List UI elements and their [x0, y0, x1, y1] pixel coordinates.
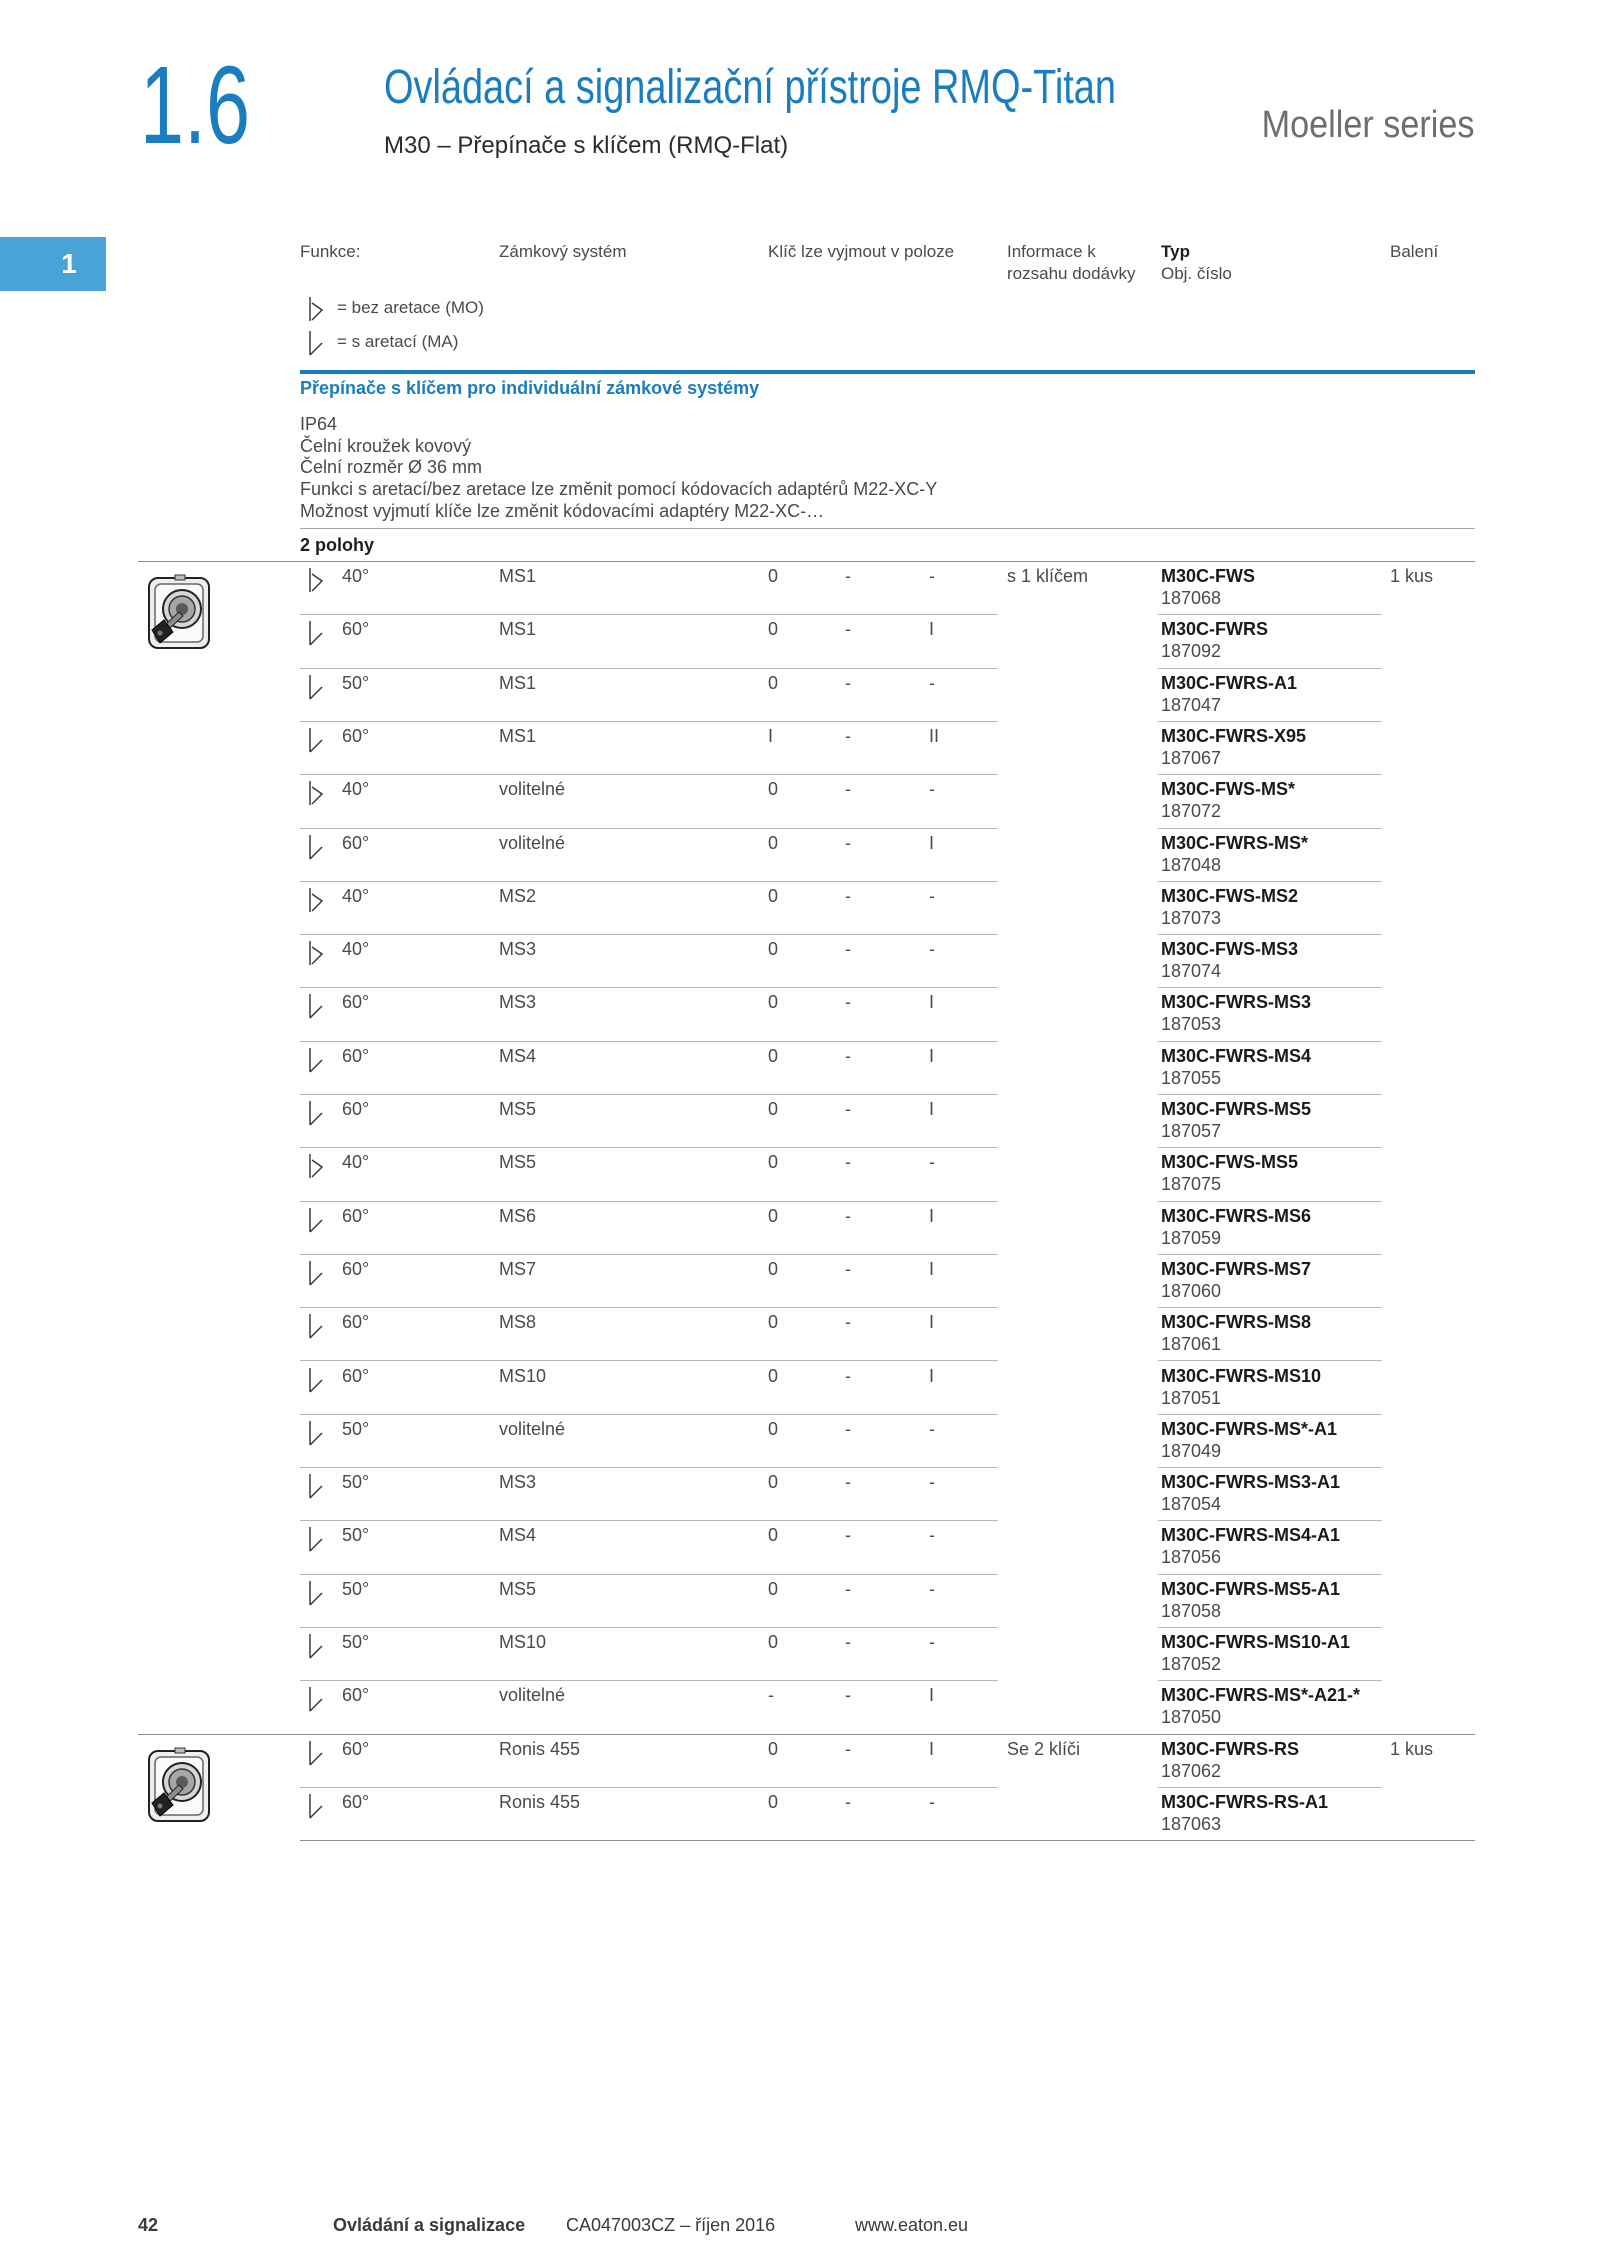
order-number: 187075: [1161, 1174, 1222, 1194]
angle-value: 50°: [342, 673, 370, 693]
type-code: M30C-FWRS: [1161, 619, 1268, 639]
page-title: Ovládací a signalizační přístroje RMQ-Titan: [384, 61, 1116, 114]
order-number: 187048: [1161, 855, 1222, 875]
key-position-3: I: [929, 1739, 935, 1759]
table-row: [0, 721, 1600, 774]
key-position-3: -: [929, 1525, 935, 1545]
key-position-1: 0: [768, 1206, 779, 1226]
table-row: [0, 561, 1600, 614]
maintained-icon: [307, 1365, 327, 1395]
maintained-icon: [307, 1791, 327, 1821]
lock-system: MS5: [499, 1579, 537, 1599]
type-code: M30C-FWRS-MS6: [1161, 1206, 1312, 1226]
key-position-3: -: [929, 1792, 935, 1812]
table-row: [0, 1307, 1600, 1360]
type-code: M30C-FWRS-MS8: [1161, 1312, 1312, 1332]
maintained-icon: [307, 1471, 327, 1501]
angle-value: 60°: [342, 1206, 370, 1226]
key-position-3: -: [929, 1472, 935, 1492]
lock-system: MS3: [499, 1472, 537, 1492]
lock-system: MS3: [499, 939, 537, 959]
key-position-2: -: [845, 1046, 851, 1066]
key-position-2: -: [845, 1579, 851, 1599]
maintained-icon: [307, 1045, 327, 1075]
order-number: 187062: [1161, 1761, 1222, 1781]
key-position-3: I: [929, 1099, 935, 1119]
key-position-1: 0: [768, 886, 779, 906]
type-code: M30C-FWRS-MS4-A1: [1161, 1525, 1341, 1545]
key-position-3: I: [929, 992, 935, 1012]
maintained-icon: [307, 1631, 327, 1661]
column-header-lock-system: Zámkový systém: [499, 242, 627, 261]
key-position-3: -: [929, 886, 935, 906]
lock-system: MS1: [499, 673, 537, 693]
angle-value: 60°: [342, 726, 370, 746]
key-position-2: -: [845, 1312, 851, 1332]
key-position-3: II: [929, 726, 940, 746]
angle-value: 50°: [342, 1632, 370, 1652]
key-position-1: 0: [768, 1632, 779, 1652]
momentary-icon: [307, 565, 327, 595]
column-header-function: Funkce:: [300, 242, 361, 261]
angle-value: 60°: [342, 1046, 370, 1066]
lock-system: volitelné: [499, 779, 566, 799]
key-position-3: -: [929, 1579, 935, 1599]
order-number: 187067: [1161, 748, 1222, 768]
order-number: 187051: [1161, 1388, 1222, 1408]
table-row: [0, 1680, 1600, 1733]
type-code: M30C-FWRS-MS*-A21-*: [1161, 1685, 1361, 1705]
angle-value: 60°: [342, 1792, 370, 1812]
angle-value: 60°: [342, 992, 370, 1012]
type-code: M30C-FWRS-MS4: [1161, 1046, 1312, 1066]
maintained-icon: [307, 991, 327, 1021]
table-row: [0, 668, 1600, 721]
key-position-2: -: [845, 619, 851, 639]
type-code: M30C-FWRS-MS3-A1: [1161, 1472, 1341, 1492]
key-position-3: I: [929, 1312, 935, 1332]
table-row: [0, 1414, 1600, 1467]
key-position-1: 0: [768, 992, 779, 1012]
momentary-icon: [307, 938, 327, 968]
type-code: M30C-FWS-MS*: [1161, 779, 1295, 799]
lock-system: MS1: [499, 566, 537, 586]
lock-system: MS5: [499, 1152, 537, 1172]
maintained-icon: [307, 1098, 327, 1128]
maintained-icon: [307, 1684, 327, 1714]
order-number: 187058: [1161, 1601, 1222, 1621]
maintained-icon: [307, 618, 327, 648]
order-number: 187061: [1161, 1334, 1222, 1354]
maintained-icon: [307, 1578, 327, 1608]
table-row: [0, 1254, 1600, 1307]
chapter-tab-label: 1: [61, 248, 77, 279]
table-row: [0, 1627, 1600, 1680]
key-position-2: -: [845, 1419, 851, 1439]
momentary-icon: [307, 885, 327, 915]
order-number: 187059: [1161, 1228, 1222, 1248]
angle-value: 60°: [342, 1099, 370, 1119]
type-code: M30C-FWS: [1161, 566, 1255, 586]
table-row: [0, 1094, 1600, 1147]
angle-value: 60°: [342, 833, 370, 853]
maintained-icon: [307, 832, 327, 862]
positions-subheading: 2 polohy: [300, 535, 375, 555]
page-number: 42: [138, 2215, 159, 2235]
table-row: [0, 1041, 1600, 1094]
key-position-1: 0: [768, 1472, 779, 1492]
table-row: [0, 774, 1600, 827]
column-header-key-removal: Klíč lze vyjmout v poloze: [768, 242, 955, 261]
momentary-icon: [307, 778, 327, 808]
angle-value: 50°: [342, 1525, 370, 1545]
table-row: [0, 614, 1600, 667]
key-position-2: -: [845, 1099, 851, 1119]
key-position-1: 0: [768, 779, 779, 799]
maintained-icon: [307, 618, 327, 648]
maintained-icon: [307, 1738, 327, 1768]
key-position-1: 0: [768, 1739, 779, 1759]
order-number: 187056: [1161, 1547, 1222, 1567]
maintained-icon: [307, 1045, 327, 1075]
maintained-icon: [307, 1578, 327, 1608]
key-position-2: -: [845, 1739, 851, 1759]
maintained-icon: [307, 1205, 327, 1235]
key-position-3: -: [929, 1152, 935, 1172]
lock-system: MS1: [499, 619, 537, 639]
momentary-icon: [307, 1151, 327, 1181]
order-number: 187047: [1161, 695, 1222, 715]
key-position-2: -: [845, 673, 851, 693]
series-label: Moeller series: [1262, 104, 1475, 146]
footer-url: www.eaton.eu: [855, 2215, 969, 2235]
type-code: M30C-FWRS-MS*: [1161, 833, 1308, 853]
key-position-1: 0: [768, 1152, 779, 1172]
table-row: [0, 1147, 1600, 1200]
table-row: [0, 1787, 1600, 1840]
type-code: M30C-FWRS-X95: [1161, 726, 1307, 746]
key-position-3: I: [929, 1259, 935, 1279]
maintained-icon: [307, 1418, 327, 1448]
lock-system: volitelné: [499, 833, 566, 853]
angle-value: 60°: [342, 619, 370, 639]
key-position-1: I: [768, 726, 774, 746]
key-position-3: I: [929, 1206, 935, 1226]
key-position-2: -: [845, 833, 851, 853]
key-position-1: 0: [768, 1525, 779, 1545]
description-line: Možnost vyjmutí klíče lze změnit kódovacími adaptéry M22-XC-…: [300, 500, 825, 521]
delivery-info: Se 2 klíči: [1007, 1739, 1081, 1759]
lock-system: MS10: [499, 1366, 547, 1386]
column-header-info-line2: rozsahu dodávky: [1007, 264, 1136, 283]
table-row: [0, 1574, 1600, 1627]
order-number: 187054: [1161, 1494, 1222, 1514]
order-number: 187055: [1161, 1068, 1222, 1088]
type-code: M30C-FWS-MS3: [1161, 939, 1299, 959]
order-number: 187057: [1161, 1121, 1222, 1141]
momentary-icon: [307, 565, 327, 595]
type-code: M30C-FWRS-RS-A1: [1161, 1792, 1329, 1812]
maintained-icon: [307, 1524, 327, 1554]
type-code: M30C-FWRS-MS*-A1: [1161, 1419, 1338, 1439]
key-position-3: -: [929, 939, 935, 959]
momentary-icon: [307, 938, 327, 968]
key-position-3: I: [929, 1685, 935, 1705]
table-row: [0, 1201, 1600, 1254]
angle-value: 40°: [342, 886, 370, 906]
maintained-icon: [307, 1631, 327, 1661]
packaging: 1 kus: [1390, 1739, 1434, 1759]
type-code: M30C-FWRS-MS10-A1: [1161, 1632, 1351, 1652]
angle-value: 50°: [342, 1472, 370, 1492]
column-header-packaging: Balení: [1390, 242, 1439, 261]
chapter-number: 1.6: [140, 44, 251, 167]
key-position-3: -: [929, 779, 935, 799]
type-code: M30C-FWRS-MS5-A1: [1161, 1579, 1341, 1599]
delivery-info: s 1 klíčem: [1007, 566, 1089, 586]
key-position-2: -: [845, 779, 851, 799]
key-position-1: 0: [768, 1366, 779, 1386]
key-position-3: -: [929, 566, 935, 586]
maintained-icon: [307, 672, 327, 702]
maintained-icon: [307, 1311, 327, 1341]
maintained-icon: [307, 1365, 327, 1395]
type-code: M30C-FWRS-MS7: [1161, 1259, 1312, 1279]
legend-momentary: = bez aretace (MO): [337, 298, 484, 317]
key-position-2: -: [845, 1472, 851, 1492]
key-position-3: I: [929, 619, 935, 639]
maintained-icon: [307, 1418, 327, 1448]
section-title: Přepínače s klíčem pro individuální zámkové systémy: [300, 378, 760, 398]
table-row: [0, 828, 1600, 881]
footer-section: Ovládání a signalizace: [333, 2215, 526, 2235]
type-code: M30C-FWS-MS5: [1161, 1152, 1299, 1172]
lock-system: MS1: [499, 726, 537, 746]
order-number: 187053: [1161, 1014, 1222, 1034]
packaging: 1 kus: [1390, 566, 1434, 586]
maintained-icon: [307, 1791, 327, 1821]
maintained-icon: [307, 832, 327, 862]
key-position-1: -: [768, 1685, 774, 1705]
key-position-1: 0: [768, 1312, 779, 1332]
key-position-2: -: [845, 1259, 851, 1279]
lock-system: volitelné: [499, 1419, 566, 1439]
lock-system: volitelné: [499, 1685, 566, 1705]
key-position-2: -: [845, 1366, 851, 1386]
key-position-1: 0: [768, 833, 779, 853]
angle-value: 60°: [342, 1685, 370, 1705]
order-number: 187074: [1161, 961, 1222, 981]
maintained-icon: [307, 1098, 327, 1128]
order-number: 187072: [1161, 801, 1222, 821]
maintained-icon: [307, 1258, 327, 1288]
legend-maintained: = s aretací (MA): [337, 332, 459, 351]
key-position-3: I: [929, 1046, 935, 1066]
order-number: 187068: [1161, 588, 1222, 608]
lock-system: MS4: [499, 1046, 537, 1066]
description-line: Čelní rozměr Ø 36 mm: [300, 457, 483, 478]
maintained-icon: [307, 1524, 327, 1554]
table-row: [0, 987, 1600, 1040]
key-position-2: -: [845, 1685, 851, 1705]
key-position-1: 0: [768, 673, 779, 693]
table-row: [0, 1361, 1600, 1414]
maintained-icon: [307, 1205, 327, 1235]
angle-value: 60°: [342, 1312, 370, 1332]
table-bottom-rule: [300, 1840, 1475, 1841]
lock-system: MS7: [499, 1259, 537, 1279]
key-position-1: 0: [768, 1259, 779, 1279]
lock-system: MS3: [499, 992, 537, 1012]
lock-system: MS6: [499, 1206, 537, 1226]
angle-value: 60°: [342, 1739, 370, 1759]
key-position-2: -: [845, 726, 851, 746]
key-position-2: -: [845, 1152, 851, 1172]
type-code: M30C-FWRS-RS: [1161, 1739, 1299, 1759]
maintained-icon: [307, 1311, 327, 1341]
type-code: M30C-FWRS-MS3: [1161, 992, 1312, 1012]
type-code: M30C-FWRS-MS5: [1161, 1099, 1312, 1119]
key-position-1: 0: [768, 1792, 779, 1812]
type-code: M30C-FWS-MS2: [1161, 886, 1299, 906]
key-position-3: I: [929, 833, 935, 853]
angle-value: 50°: [342, 1419, 370, 1439]
table-row: [0, 934, 1600, 987]
maintained-icon: [307, 1258, 327, 1288]
key-position-1: 0: [768, 1099, 779, 1119]
momentary-icon: [307, 885, 327, 915]
key-position-2: -: [845, 1525, 851, 1545]
lock-system: MS10: [499, 1632, 547, 1652]
column-header-order-no: Obj. číslo: [1161, 264, 1232, 283]
lock-system: Ronis 455: [499, 1739, 581, 1759]
description-line: IP64: [300, 414, 338, 434]
column-header-type: Typ: [1161, 242, 1190, 261]
key-position-2: -: [845, 886, 851, 906]
order-number: 187050: [1161, 1707, 1222, 1727]
description-line: Čelní kroužek kovový: [300, 435, 472, 456]
column-header-info: Informace k: [1007, 242, 1096, 261]
description-line: Funkci s aretací/bez aretace lze změnit pomocí kódovacích adaptérů M22-XC-Y: [300, 479, 938, 500]
type-code: M30C-FWRS-MS10: [1161, 1366, 1322, 1386]
order-number: 187063: [1161, 1814, 1222, 1834]
key-position-1: 0: [768, 1419, 779, 1439]
maintained-icon: [307, 1471, 327, 1501]
angle-value: 50°: [342, 1579, 370, 1599]
table-row: [0, 881, 1600, 934]
maintained-icon: [307, 991, 327, 1021]
table-row: [0, 1734, 1600, 1787]
type-code: M30C-FWRS-A1: [1161, 673, 1298, 693]
angle-value: 60°: [342, 1259, 370, 1279]
key-position-2: -: [845, 939, 851, 959]
key-position-2: -: [845, 992, 851, 1012]
key-position-2: -: [845, 566, 851, 586]
key-position-3: I: [929, 1366, 935, 1386]
angle-value: 40°: [342, 939, 370, 959]
key-position-1: 0: [768, 619, 779, 639]
key-position-1: 0: [768, 1046, 779, 1066]
maintained-icon: [307, 1684, 327, 1714]
page-subtitle: M30 – Přepínače s klíčem (RMQ-Flat): [384, 132, 789, 159]
lock-system: MS2: [499, 886, 537, 906]
key-position-3: -: [929, 1419, 935, 1439]
key-position-1: 0: [768, 1579, 779, 1599]
key-position-1: 0: [768, 939, 779, 959]
maintained-icon: [307, 725, 327, 755]
key-position-3: -: [929, 1632, 935, 1652]
lock-system: Ronis 455: [499, 1792, 581, 1812]
lock-system: MS4: [499, 1525, 537, 1545]
order-number: 187060: [1161, 1281, 1222, 1301]
angle-value: 60°: [342, 1366, 370, 1386]
order-number: 187073: [1161, 908, 1222, 928]
key-position-1: 0: [768, 566, 779, 586]
table-row: [0, 1467, 1600, 1520]
key-position-2: -: [845, 1792, 851, 1812]
key-position-2: -: [845, 1206, 851, 1226]
lock-system: MS8: [499, 1312, 537, 1332]
momentary-icon: [307, 1151, 327, 1181]
angle-value: 40°: [342, 779, 370, 799]
footer-catalog: CA047003CZ – říjen 2016: [566, 2215, 776, 2235]
momentary-icon: [307, 778, 327, 808]
order-number: 187049: [1161, 1441, 1222, 1461]
key-position-2: -: [845, 1632, 851, 1652]
order-number: 187052: [1161, 1654, 1222, 1674]
angle-value: 40°: [342, 566, 370, 586]
maintained-icon: [307, 672, 327, 702]
order-number: 187092: [1161, 641, 1222, 661]
table-row: [0, 1520, 1600, 1573]
key-position-3: -: [929, 673, 935, 693]
maintained-icon: [307, 725, 327, 755]
maintained-icon: [307, 1738, 327, 1768]
angle-value: 40°: [342, 1152, 370, 1172]
lock-system: MS5: [499, 1099, 537, 1119]
